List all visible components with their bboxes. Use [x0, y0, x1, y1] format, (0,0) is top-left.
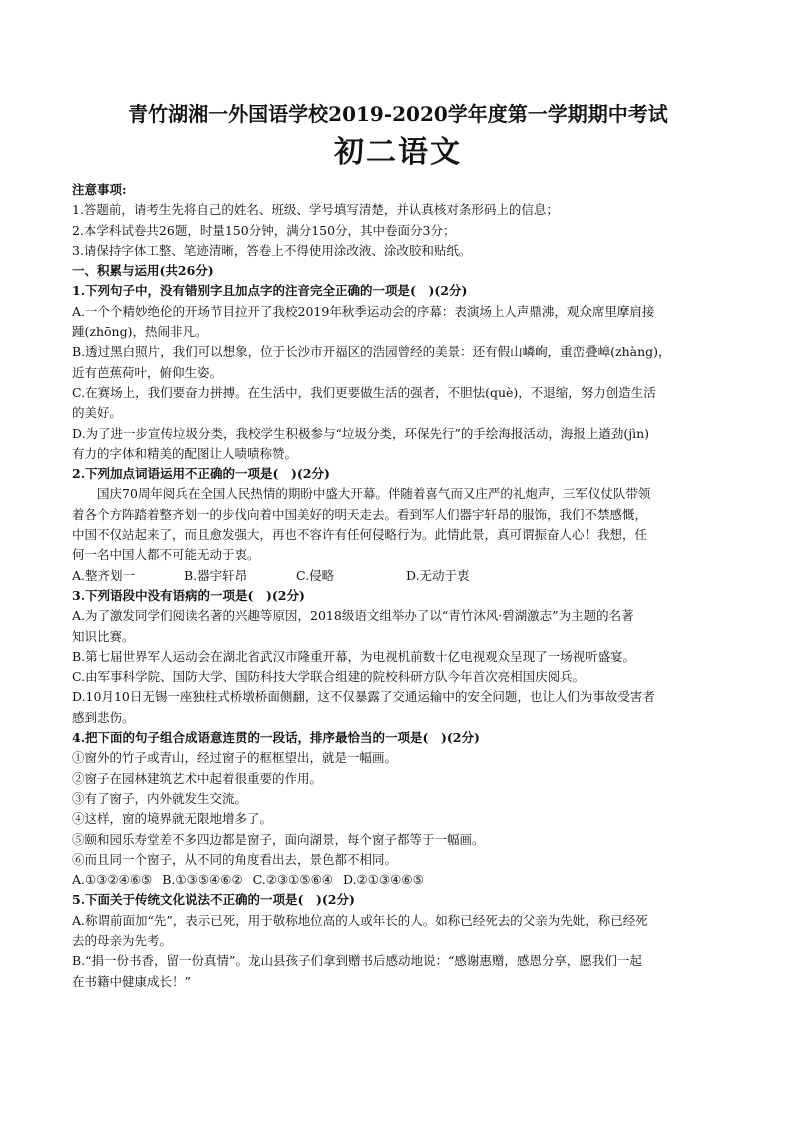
q1-option-c: C.在赛场上，我们要奋力拼搏。在生活中，我们更要做生活的强者，不胆怯(què)，不退缩，努力创造生活 — [72, 384, 656, 400]
q3-option-a: A.为了激发同学们阅读名著的兴趣等原因，2018级语文组举办了以“青竹沐风·碧湖激志”为主题的名著 — [72, 608, 634, 624]
q5-option-b: B.“捐一份书香，留一份真情”。龙山县孩子们拿到赠书后感动地说：“感谢惠赠，感恩分享，愿我们一起 — [72, 953, 642, 969]
q3-stem: 3.下列语段中没有语病的一项是( )(2分) — [72, 587, 305, 603]
q3-option-d-cont: 感到悲伤。 — [72, 709, 135, 725]
q2-option-d: D.无动于衷 — [406, 567, 470, 583]
q1-option-c-cont: 的美好。 — [72, 405, 123, 421]
q3-option-c: C.由军事科学院、国防大学、国防科技大学联合组建的院校科研方队今年首次亮相国庆阅兵。 — [72, 669, 586, 685]
q5-option-a-cont: 去的母亲为先考。 — [72, 932, 173, 948]
exam-page — [72, 100, 724, 992]
q3-option-b: B.第七届世界军人运动会在湖北省武汉市隆重开幕，为电视机前数十亿电视观众呈现了一场视听盛宴。 — [72, 648, 636, 664]
q1-option-d-cont: 有力的字体和精美的配图让人啧啧称赞。 — [72, 445, 298, 461]
q3-option-a-cont: 知识比赛。 — [72, 628, 135, 644]
q4-stem: 4.把下面的句子组合成语意连贯的一段话，排序最恰当的一项是( )(2分) — [72, 730, 480, 746]
notice-item-2: 2.本学科试卷共26题，时量150分钟，满分150分，其中卷面分3分； — [72, 222, 456, 238]
q4-sentence-5: ⑤颐和园乐寿堂差不多四边都是窗子，面向湖景，每个窗子都等于一幅画。 — [72, 831, 485, 847]
q1-option-b-cont: 近有芭蕉荷叶，俯仰生姿。 — [72, 364, 223, 380]
notice-item-1: 1.答题前，请考生先将自己的姓名、班级、学号填写清楚，并认真核对条形码上的信息； — [72, 202, 559, 218]
q1-option-a: A.一个个精妙绝伦的开场节目拉开了我校2019年秋季运动会的序幕：表演场上人声鼎沸，观众席里摩肩接 — [72, 303, 655, 319]
q4-sentence-4: ④这样，窗的境界就无限地增多了。 — [72, 811, 273, 827]
q4-option-d: D.②①③④⑥⑤ — [343, 872, 424, 888]
q2-passage-line-4: 何一名中国人都不可能无动于衷。 — [72, 547, 260, 563]
section1-heading: 一、积累与运用(共26分) — [72, 263, 214, 279]
q5-stem: 5.下面关于传统文化说法不正确的一项是( )(2分) — [72, 892, 355, 908]
q1-option-d: D.为了进一步宣传垃圾分类，我校学生积极参与“垃圾分类，环保先行”的手绘海报活动，海报上遒劲(jìn) — [72, 425, 650, 441]
q4-sentence-6: ⑥而且同一个窗子，从不同的角度看出去，景色都不相同。 — [72, 851, 398, 867]
q1-stem: 1.下列句子中，没有错别字且加点字的注音完全正确的一项是( )(2分) — [72, 283, 468, 299]
notice-heading: 注意事项: — [72, 182, 127, 197]
q2-option-c: C.侵略 — [296, 567, 335, 583]
notice-item-3: 3.请保持字体工整、笔迹清晰，答卷上不得使用涂改液、涂改胶和贴纸。 — [72, 242, 472, 258]
exam-subtitle: 初二语文 — [334, 135, 462, 170]
q4-option-b: B.①③⑤④⑥② — [162, 872, 243, 888]
q4-option-a: A.①③②④⑥⑤ — [72, 872, 153, 888]
q2-stem: 2.下列加点词语运用不正确的一项是( )(2分) — [72, 466, 330, 482]
q5-option-b-cont: 在书籍中健康成长！” — [72, 973, 191, 989]
exam-title: 青竹湖湘一外国语学校2019-2020学年度第一学期期中考试 — [128, 102, 668, 126]
q2-passage-line-2: 着各个方阵踏着整齐划一的步伐向着中国美好的明天走去。看到军人们器宇轩昂的服饰，我们不禁感慨， — [72, 506, 648, 522]
q2-option-a: A.整齐划一 — [72, 567, 136, 583]
q1-option-b: B.透过黑白照片，我们可以想象，位于长沙市开福区的浩园曾经的美景：还有假山嶙峋，重峦叠嶂(zhàng)， — [72, 344, 671, 360]
q2-option-b: B.器宇轩昂 — [184, 567, 248, 583]
q2-passage-line-1: 国庆70周年阅兵在全国人民热情的期盼中盛大开幕。伴随着喜气而又庄严的礼炮声，三军仪仗队带领 — [97, 486, 651, 502]
q2-options — [72, 566, 724, 586]
q1-option-a-cont: 踵(zhōng)，热闹非凡。 — [72, 324, 208, 340]
q2-passage-line-3: 中国不仅站起来了，而且愈发强大，再也不容许有任何侵略行为。此情此景，真可谓振奋人心！我想，任 — [72, 527, 648, 543]
q3-option-d: D.10月10日无锡一座独柱式桥墩桥面侧翻，这不仅暴露了交通运输中的安全问题，也让人们为事故受害者 — [72, 689, 655, 705]
q4-sentence-2: ②窗子在园林建筑艺术中起着很重要的作用。 — [72, 770, 323, 786]
q4-options — [72, 870, 724, 890]
q4-sentence-3: ③有了窗子，内外就发生交流。 — [72, 790, 248, 806]
q5-option-a: A.称谓前面加“先”，表示已死，用于敬称地位高的人或年长的人。如称已经死去的父亲为先妣，称已经死 — [72, 912, 648, 928]
q4-option-c: C.②③①⑤⑥④ — [252, 872, 333, 888]
q4-sentence-1: ①窗外的竹子或青山，经过窗子的框框望出，就是一幅画。 — [72, 750, 398, 766]
